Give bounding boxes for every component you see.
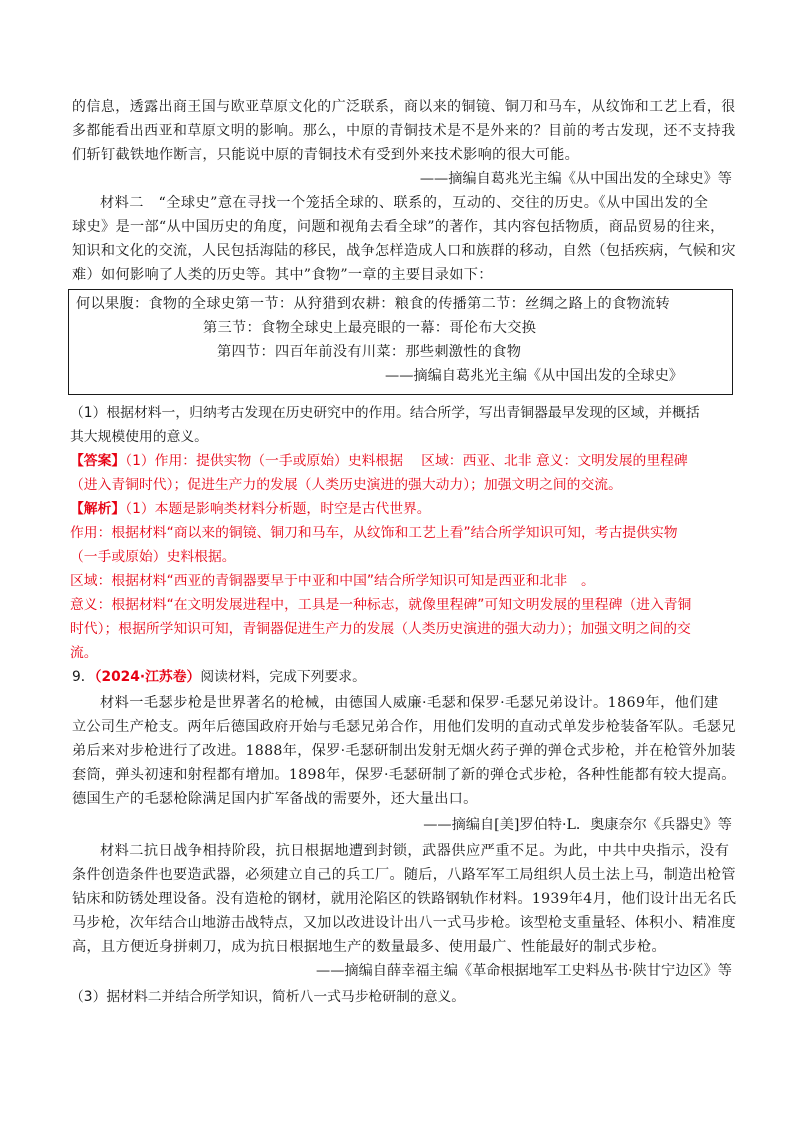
answer-label: 【答案】 [70,453,126,469]
analysis-line: 意义：根据材料“在文明发展进程中，工具是一种标志，就像里程碑”可知文明发展的里程碑（进入青铜 [70,597,692,613]
analysis-line [70,499,431,519]
question-header [72,667,366,687]
material-line: 德国生产的毛瑟枪除满足国内扩军备战的需要外，还大量出口。 [72,791,478,807]
paragraph-line: 球史》是一部“从中国历史的角度，问题和视角去看全球”的著作，其内容包括物质，商品贸易的往来， [72,219,725,235]
analysis-line: 区域：根据材料“西亚的青铜器要早于中亚和中国”结合所学知识可知是西亚和北非 。 [70,573,595,589]
analysis-line: 作用：根据材料“商以来的铜镜、铜刀和马车，从纹饰和工艺上看”结合所学知识可知，考古提供实物 [70,525,678,541]
paragraph-line: 多都能看出西亚和草原文明的影响。那么，中原的青铜技术是不是外来的？目前的考古发现，还不支持我 [72,123,736,139]
material-line: 立公司生产枪支。两年后德国政府开始与毛瑟兄弟合作，用他们发明的直动式单发步枪装备军队。毛瑟兄 [72,719,736,735]
material-line: 材料二抗日战争相持阶段，抗日根据地遭到封锁，武器供应严重不足。为此，中共中央指示，没有 [100,843,730,859]
material-line: 套筒，弹头初速和射程都有增加。1898年，保罗·毛瑟研制了新的弹仓式步枪，各种性能都有较大提高。 [72,767,736,783]
question-number: 9． [72,669,95,685]
material-line: 钻床和防锈处理设备。没有造枪的钢材，就用沦陷区的铁路钢轨作材料。1939年4月，他们设计出无名氏 [72,891,737,907]
toc-line: 第四节：四百年前没有川菜：那些刺激性的食物 [217,344,522,360]
material-line: 弟后来对步枪进行了改进。1888年，保罗·毛瑟研制出发射无烟火药子弹的弹仓式步枪，并在枪管外加装 [72,743,736,759]
answer-text: （1）作用：提供实物（一手或原始）史料根据 区域：西亚、北非 意义：文明发展的里程碑 [125,453,688,469]
paragraph-line: 知识和文化的交流，人民包括海陆的移民，战争怎样造成人口和族群的移动，自然（包括疾病，气候和灾 [72,243,736,259]
material-line: 高，且方便近身拼刺刀，成为抗日根据地生产的数量最多、使用最广、性能最好的制式步枪。 [72,939,666,955]
answer-line: （进入青铜时代）；促进生产力的发展（人类历史演进的强大动力）；加强文明之间的交流。 [70,477,622,493]
paragraph-line: 难）如何影响了人类的历史等。其中”食物”一章的主要目录如下： [72,267,493,283]
analysis-label: 【解析】 [70,501,126,517]
toc-line: 第三节：食物全球史上最亮眼的一幕：哥伦布大交换 [203,320,537,336]
paragraph-line: 的信息，透露出商王国与欧亚草原文化的广泛联系，商以来的铜镜、铜刀和马车，从纹饰和工艺上看，很 [72,99,736,115]
material-line: 条件创造条件也要造武器，必须建立自己的兵工厂。随后，八路军军工局组织人员土法上马，制造出枪管 [72,867,736,883]
source-citation: ——摘编自葛兆光主编《从中国出发的全球史》等 [419,171,732,187]
analysis-line: 流。 [70,645,98,661]
answer-line [70,451,688,471]
paragraph-line: 材料二 “全球史”意在寻找一个笼括全球的、联系的，互动的、交往的历史。《从中国出发的全 [100,195,709,211]
analysis-line: 时代）；根据所学知识可知，青铜器促进生产力的发展（人类历史演进的强大动力）；加强文明之间的交 [70,621,691,637]
exam-source-tag: （2024·江苏卷） [94,669,201,685]
question-line: 其大规模使用的意义。 [70,429,208,445]
analysis-text: （1）本题是影响类材料分析题，时空是古代世界。 [125,501,431,517]
toc-line: 何以果腹：食物的全球史第一节：从狩猎到农耕：粮食的传播第二节：丝绸之路上的食物流转 [76,296,670,312]
material-line: 材料一毛瑟步枪是世界著名的枪械，由德国人威廉·毛瑟和保罗·毛瑟兄弟设计。1869年，他们建 [100,695,719,711]
source-citation: ——摘编自[美]罗伯特·L．奥康奈尔《兵器史》等 [423,817,732,833]
question-line: （1）根据材料一，归纳考古发现在历史研究中的作用。结合所学，写出青铜器最早发现的区域，并概括 [70,405,700,421]
analysis-line: （一手或原始）史料根据。 [70,549,236,565]
paragraph-line: 们斩钉截铁地作断言，只能说中原的青铜技术有受到外来技术影响的很大可能。 [72,147,580,163]
question-line: （3）据材料二并结合所学知识，简析八一式马步枪研制的意义。 [70,989,466,1005]
source-citation: ——摘编自葛兆光主编《从中国出发的全球史》 [385,368,683,384]
question-instruction: 阅读材料，完成下列要求。 [200,669,366,685]
material-line: 马步枪，次年结合山地游击战特点，又加以改进设计出八一式马步枪。该型枪支重量轻、体积小、精准度 [72,915,736,931]
source-citation: ——摘编自薛幸福主编《革命根据地军工史料丛书·陕甘宁边区》等 [316,963,732,979]
